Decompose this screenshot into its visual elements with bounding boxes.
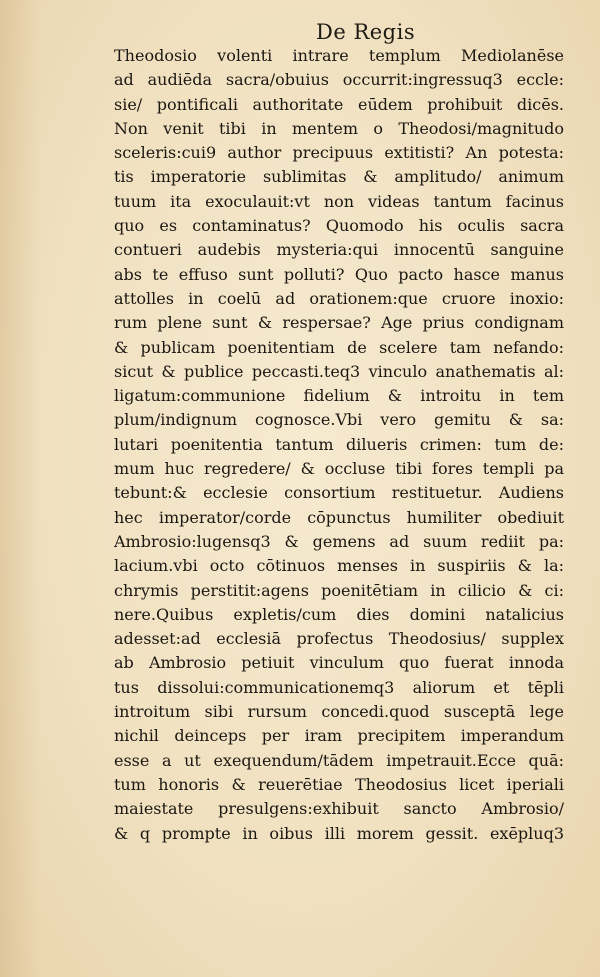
text-line: adesset:ad ecclesiā profectus Theodosius/ supplex bbox=[114, 629, 564, 649]
text-line: lutari poenitentia tantum dilueris crimen: tum de: bbox=[114, 434, 564, 454]
text-line: Theodosio volenti intrare templum Mediolanēse bbox=[114, 46, 564, 65]
page-edge-stain bbox=[0, 0, 40, 977]
text-line: rum plene sunt & respersae? Age prius condignam bbox=[114, 313, 564, 333]
text-line: ab Ambrosio petiuit vinculum quo fuerat innoda bbox=[114, 653, 564, 673]
text-line: attolles in coelū ad orationem:que cruore inoxio: bbox=[114, 288, 564, 308]
text-line: lacium.vbi octo cōtinuos menses in suspiriis & la: bbox=[114, 556, 564, 576]
running-head: De Regis bbox=[316, 20, 416, 44]
text-line: abs te effuso sunt polluti? Quo pacto hasce manus bbox=[114, 264, 564, 284]
text-line: tum honoris & reuerētiae Theodosius licet iperiali bbox=[114, 774, 564, 794]
text-line: plum/indignum cognosce.Vbi vero gemitu & sa: bbox=[114, 410, 564, 430]
text-line: quo es contaminatus? Quomodo his oculis sacra bbox=[114, 216, 564, 236]
text-line: nere.Quibus expletis/cum dies domini natalicius bbox=[114, 604, 564, 624]
text-line: maiestate presulgens:exhibuit sancto Ambrosio/ bbox=[114, 799, 564, 819]
text-line: tis imperatorie sublimitas & amplitudo/ animum bbox=[114, 167, 564, 187]
text-line: chrymis perstitit:agens poenitētiam in cilicio & ci: bbox=[114, 580, 564, 600]
text-line: tuum ita exoculauit:vt non videas tantum facinus bbox=[114, 191, 564, 211]
text-line: Ambrosio:lugensq3 & gemens ad suum rediit pa: bbox=[114, 531, 564, 551]
text-line: sicut & publice peccasti.teq3 vinculo anathematis al: bbox=[114, 361, 564, 381]
text-line: ligatum:communione fidelium & introitu in tem bbox=[114, 386, 564, 406]
text-line: Non venit tibi in mentem o Theodosi/magnitudo bbox=[114, 118, 564, 138]
text-line: contueri audebis mysteria:qui innocentū sanguine bbox=[114, 240, 564, 260]
text-line: & q prompte in oibus illi morem gessit. exēpluq3 bbox=[114, 823, 564, 843]
text-line: tebunt:& ecclesie consortium restituetur. Audiens bbox=[114, 483, 564, 503]
text-line: esse a ut exequendum/tādem impetrauit.Ecce quā: bbox=[114, 750, 564, 770]
text-line: sceleris:cui9 author precipuus extitisti? An potesta: bbox=[114, 143, 564, 163]
text-line: ad audiēda sacra/obuius occurrit:ingressuq3 eccle: bbox=[114, 70, 564, 90]
text-line: mum huc regredere/ & occluse tibi fores templi pa bbox=[114, 459, 564, 479]
text-line: & publicam poenitentiam de scelere tam nefando: bbox=[114, 337, 564, 357]
text-block bbox=[114, 44, 564, 846]
text-line: tus dissolui:communicationemq3 aliorum et tēpli bbox=[114, 677, 564, 697]
text-line: introitum sibi rursum concedi.quod susceptā lege bbox=[114, 702, 564, 722]
text-line: hec imperator/corde cōpunctus humiliter obediuit bbox=[114, 507, 564, 527]
text-line: nichil deinceps per iram precipitem imperandum bbox=[114, 726, 564, 746]
text-line: sie/ pontificali authoritate eūdem prohibuit dicēs. bbox=[114, 94, 564, 114]
